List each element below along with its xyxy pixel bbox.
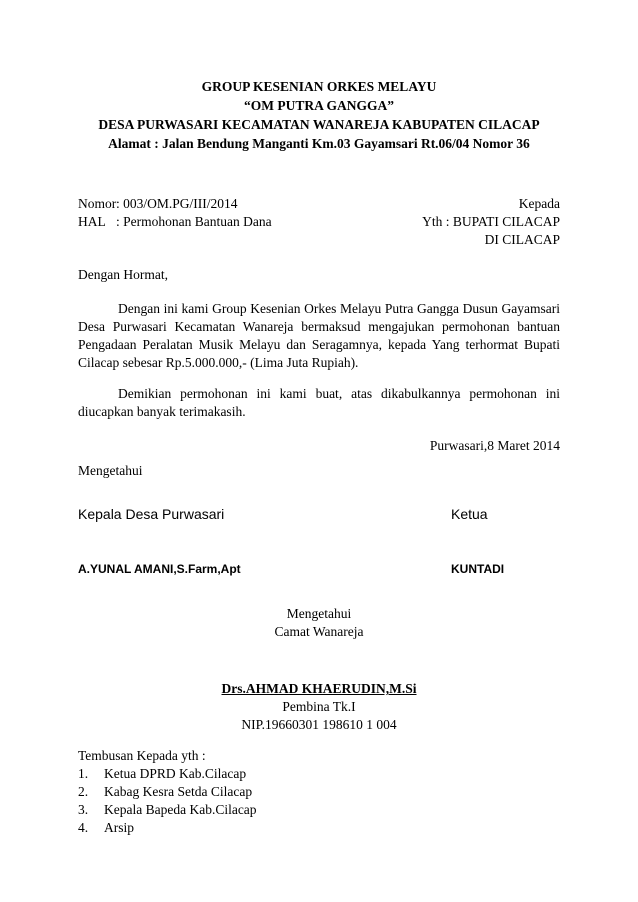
body-paragraph-1: Dengan ini kami Group Kesenian Orkes Melayu Putra Gangga Dusun Gayamsari Desa Purwasari Kecamatan Wanareja bermaksud mengajukan permohonan bantuan Pengadaan Peralatan Musik Melayu dan Seragamnya, kepada Yang terhormat Bupati Cilacap sebesar Rp.5.000.000,- (Lima Juta Rupiah). xyxy=(78,301,560,370)
village-head-title: Kepala Desa Purwasari xyxy=(78,506,225,522)
header-line3: DESA PURWASARI KECAMATAN WANAREJA KABUPATEN CILACAP xyxy=(98,117,540,132)
recipient-line2: Yth : BUPATI CILACAP xyxy=(422,214,560,229)
header-line1: GROUP KESENIAN ORKES MELAYU xyxy=(201,79,437,94)
hal-row xyxy=(78,213,272,231)
recipient-line3: DI CILACAP xyxy=(484,232,560,247)
acknowledged-label: Mengetahui xyxy=(78,463,143,478)
recipient-line1: Kepada xyxy=(518,196,560,211)
village-head-name: A.YUNAL AMANI,S.Farm,Apt xyxy=(78,562,241,576)
list-item: 4. Arsip xyxy=(78,820,134,835)
district-head-rank: Pembina Tk.I xyxy=(282,699,356,714)
district-head-nip: NIP.19660301 198610 1 004 xyxy=(241,717,397,732)
hal-label: HAL xyxy=(78,214,106,229)
cc-list xyxy=(78,765,257,837)
district-head-name: Drs.AHMAD KHAERUDIN,M.Si xyxy=(221,681,417,696)
chairman-name: KUNTADI xyxy=(451,562,505,576)
letter-date: Purwasari,8 Maret 2014 xyxy=(429,438,560,453)
center-acknowledged-label: Mengetahui xyxy=(286,606,352,621)
nomor-value: : 003/OM.PG/III/2014 xyxy=(116,196,238,211)
list-item: 1. Ketua DPRD Kab.Cilacap xyxy=(78,766,247,781)
list-item: 3. Kepala Bapeda Kab.Cilacap xyxy=(78,802,257,817)
header-address: Alamat : Jalan Bendung Manganti Km.03 Gayamsari Rt.06/04 Nomor 36 xyxy=(108,136,530,151)
header-line2: “OM PUTRA GANGGA” xyxy=(244,98,394,113)
chairman-title: Ketua xyxy=(451,506,488,522)
list-item: 2. Kabag Kesra Setda Cilacap xyxy=(78,784,253,799)
district-head-title: Camat Wanareja xyxy=(274,624,364,639)
body-paragraph-2: Demikian permohonan ini kami buat, atas dikabulkannya permohonan ini diucapkan banyak terimakasih. xyxy=(78,386,560,419)
nomor-label: Nomor xyxy=(78,196,117,211)
greeting: Dengan Hormat, xyxy=(78,267,168,282)
hal-value: : Permohonan Bantuan Dana xyxy=(116,214,272,229)
nomor-row xyxy=(78,195,238,213)
cc-title: Tembusan Kepada yth : xyxy=(78,748,206,763)
